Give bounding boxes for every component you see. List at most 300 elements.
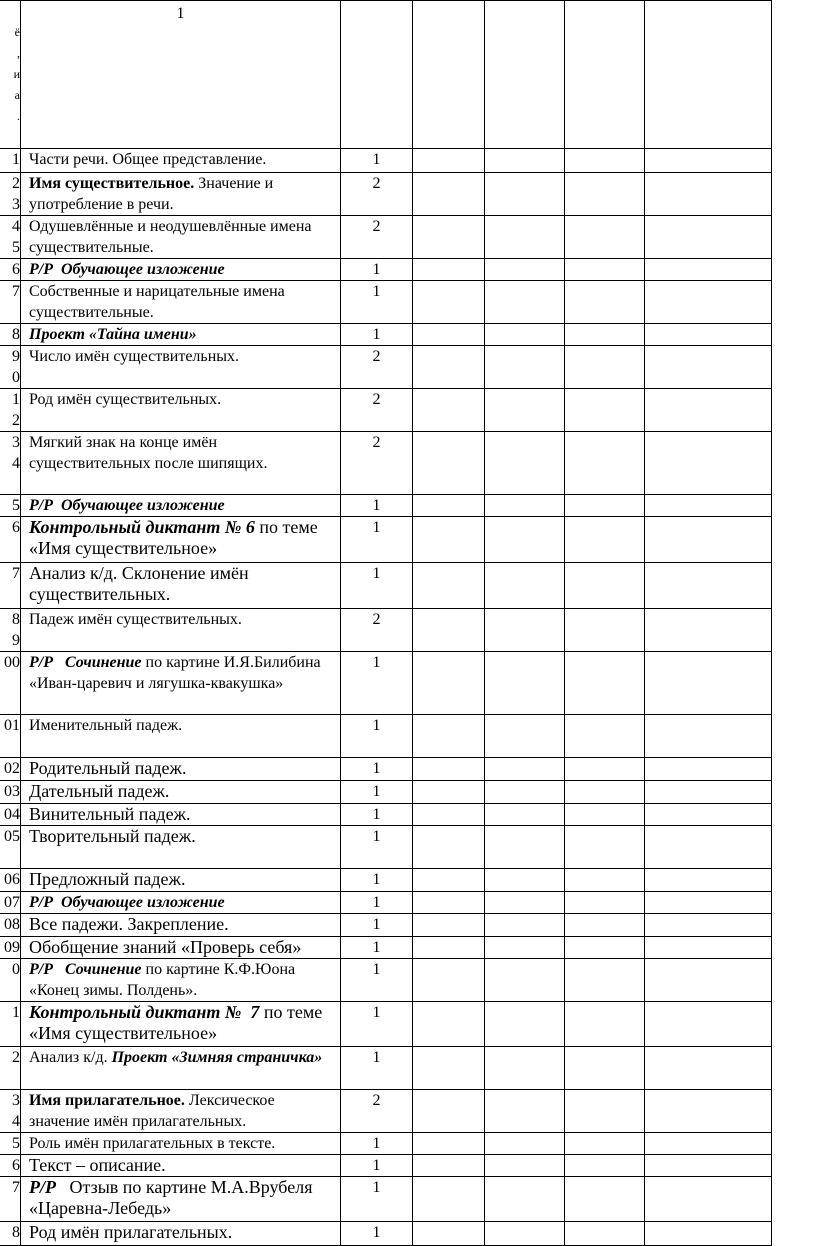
lesson-date-cell (645, 758, 772, 781)
lesson-date-cell (645, 715, 772, 758)
lesson-hours-cell (341, 914, 413, 937)
lesson-date-cell (413, 432, 485, 495)
table-row (0, 1002, 772, 1047)
lesson-hours-cell (341, 1090, 413, 1133)
lesson-date-cell (565, 781, 645, 804)
lesson-number-cell (0, 652, 21, 715)
lesson-date-cell (413, 937, 485, 959)
table-row (0, 1222, 772, 1246)
lesson-date-cell (413, 324, 485, 346)
lesson-hours-cell (341, 1002, 413, 1047)
lesson-topic-cell (21, 1177, 341, 1222)
table-row (0, 1177, 772, 1222)
lesson-date-cell (485, 1047, 565, 1090)
table-row (0, 259, 772, 281)
table-row (0, 892, 772, 914)
lesson-number-cell (0, 1155, 21, 1177)
lesson-date-cell (565, 1090, 645, 1133)
lesson-number: 08 (4, 916, 20, 933)
lesson-date-cell (413, 517, 485, 563)
lesson-number-cell (0, 1222, 21, 1246)
lesson-date-cell (645, 216, 772, 259)
lesson-number-cell (0, 914, 21, 937)
lesson-date-cell (413, 495, 485, 517)
lesson-topic-emphasis: Р/Р Обучающее изложение (29, 261, 225, 278)
header-number-text: ё , и а . (13, 25, 20, 123)
lesson-date-cell (565, 652, 645, 715)
lesson-number: 3 4 (12, 434, 20, 472)
lesson-hours-cell (341, 259, 413, 281)
lesson-date-cell (485, 914, 565, 937)
lesson-hours: 1 (372, 806, 381, 823)
lesson-hours-cell (341, 495, 413, 517)
lesson-number-cell (0, 1133, 21, 1155)
lesson-number: 8 (12, 1224, 20, 1241)
lesson-hours-cell (341, 781, 413, 804)
lesson-topic-text: Роль имён прилагательных в тексте. (29, 1135, 276, 1152)
lesson-date-cell (565, 1133, 645, 1155)
lesson-topic-text: Отзыв по картине М.А.Врубеля «Царевна-Лебедь» (29, 1177, 317, 1218)
lesson-number: 3 4 (12, 1092, 20, 1130)
lesson-date-cell (413, 826, 485, 869)
lesson-number: 05 (4, 828, 20, 845)
lesson-date-cell (485, 517, 565, 563)
lesson-hours-cell (341, 652, 413, 715)
lesson-date-cell (413, 1002, 485, 1047)
lesson-topic-emphasis: Контрольный диктант № 6 (29, 517, 255, 537)
table-row (0, 563, 772, 609)
lesson-hours: 1 (372, 828, 381, 845)
lesson-topic-cell (21, 1222, 341, 1246)
lesson-topic-text: Обобщение знаний «Проверь себя» (29, 937, 302, 957)
lesson-hours: 1 (372, 261, 381, 278)
table-row (0, 216, 772, 259)
lesson-topic-cell (21, 1155, 341, 1177)
lesson-topic-cell (21, 1090, 341, 1133)
lesson-hours: 2 (372, 348, 381, 365)
lesson-hours-cell (341, 1222, 413, 1246)
lesson-number: 6 (12, 519, 20, 536)
lesson-date-cell (645, 1177, 772, 1222)
lesson-hours-cell (341, 389, 413, 432)
lesson-number: 01 (4, 717, 20, 734)
lesson-hours: 1 (372, 894, 381, 911)
lesson-hours: 1 (372, 519, 381, 536)
lesson-date-cell (645, 781, 772, 804)
lesson-hours: 2 (372, 218, 381, 235)
lesson-number: 2 (12, 1049, 20, 1066)
lesson-hours: 1 (372, 326, 381, 343)
lesson-hours: 1 (372, 1179, 381, 1196)
lesson-date-cell (645, 495, 772, 517)
lesson-number-cell (0, 1047, 21, 1090)
table-row (0, 758, 772, 781)
table-row (0, 281, 772, 324)
lesson-date-cell (645, 259, 772, 281)
lesson-number-cell (0, 758, 21, 781)
lesson-number-cell (0, 781, 21, 804)
lesson-date-cell (485, 1133, 565, 1155)
lesson-date-cell (565, 892, 645, 914)
lesson-number: 2 3 (12, 175, 20, 213)
lesson-date-cell (485, 149, 565, 173)
lesson-number: 07 (4, 894, 20, 911)
lesson-date-cell (645, 563, 772, 609)
lesson-hours-cell (341, 432, 413, 495)
lesson-date-cell (565, 216, 645, 259)
lesson-date-cell (485, 563, 565, 609)
lesson-date-cell (565, 259, 645, 281)
lesson-date-cell (485, 173, 565, 216)
lesson-number-cell (0, 563, 21, 609)
table-row (0, 804, 772, 826)
lesson-hours-cell (341, 1047, 413, 1090)
lesson-topic-text: Дательный падеж. (29, 781, 170, 801)
lesson-topic-cell (21, 216, 341, 259)
lesson-date-cell (645, 869, 772, 892)
lesson-topic-cell (21, 346, 341, 389)
lesson-date-cell (645, 914, 772, 937)
lesson-number: 1 (12, 151, 20, 168)
lesson-date-cell (645, 804, 772, 826)
lesson-number: 7 (12, 283, 20, 300)
lesson-number-cell (0, 173, 21, 216)
lesson-hours-cell (341, 959, 413, 1002)
lesson-hours: 2 (372, 434, 381, 451)
lesson-hours: 1 (372, 1157, 381, 1174)
table-row (0, 432, 772, 495)
lesson-date-cell (645, 1047, 772, 1090)
lesson-hours: 2 (372, 175, 381, 192)
lesson-date-cell (565, 346, 645, 389)
lesson-hours: 1 (372, 717, 381, 734)
lesson-date-cell (485, 652, 565, 715)
lesson-hours-cell (341, 563, 413, 609)
lesson-date-cell (645, 1002, 772, 1047)
lesson-hours: 1 (372, 654, 381, 671)
lesson-topic-cell (21, 781, 341, 804)
lesson-date-cell (645, 1133, 772, 1155)
lesson-topic-text: по теме «Имя существительное» (29, 517, 323, 558)
lesson-date-cell (413, 281, 485, 324)
lesson-date-cell (645, 1155, 772, 1177)
lesson-hours: 1 (372, 1224, 381, 1241)
lesson-date-cell (413, 173, 485, 216)
lesson-topic-cell (21, 563, 341, 609)
lesson-topic-text: Лексическое значение имён прилагательных. (29, 1092, 279, 1130)
lesson-hours-cell (341, 826, 413, 869)
lesson-date-cell (565, 281, 645, 324)
lesson-number: 1 2 (12, 391, 20, 429)
lesson-hours: 1 (372, 939, 381, 956)
lesson-number-cell (0, 1090, 21, 1133)
lesson-date-cell (413, 1090, 485, 1133)
lesson-date-cell (565, 173, 645, 216)
lesson-date-cell (485, 1090, 565, 1133)
table-row (0, 1133, 772, 1155)
lesson-number-cell (0, 804, 21, 826)
lesson-number: 8 9 (12, 611, 20, 649)
lesson-date-cell (485, 495, 565, 517)
lesson-topic-cell (21, 758, 341, 781)
lesson-number-cell (0, 715, 21, 758)
header-empty-cell (565, 1, 645, 149)
lesson-date-cell (413, 149, 485, 173)
lesson-date-cell (485, 259, 565, 281)
lesson-date-cell (413, 869, 485, 892)
lesson-date-cell (413, 959, 485, 1002)
table-row (0, 1047, 772, 1090)
lesson-date-cell (565, 389, 645, 432)
lesson-date-cell (565, 324, 645, 346)
lesson-hours: 1 (372, 916, 381, 933)
table-row (0, 173, 772, 216)
lesson-topic-cell (21, 609, 341, 652)
lesson-date-cell (565, 1177, 645, 1222)
lesson-topic-cell (21, 804, 341, 826)
lesson-topic-text: Одушевлённые и неодушевлённые имена существительные. (29, 218, 316, 256)
lesson-date-cell (645, 959, 772, 1002)
lesson-number-cell (0, 517, 21, 563)
lesson-number-cell (0, 324, 21, 346)
lesson-date-cell (565, 609, 645, 652)
lesson-number-cell (0, 892, 21, 914)
lesson-number-cell (0, 1177, 21, 1222)
lesson-date-cell (413, 1222, 485, 1246)
header-empty-cell (485, 1, 565, 149)
lesson-topic-text: Анализ к/д. (29, 1049, 112, 1066)
lesson-topic-text: Мягкий знак на конце имён существительных после шипящих. (29, 434, 268, 472)
lesson-date-cell (485, 715, 565, 758)
lesson-date-cell (645, 173, 772, 216)
lesson-date-cell (645, 324, 772, 346)
lesson-number-cell (0, 432, 21, 495)
lesson-number-cell (0, 346, 21, 389)
lesson-date-cell (565, 563, 645, 609)
lesson-topic-text: по картине И.Я.Билибина «Иван-царевич и лягушка-квакушка» (29, 654, 325, 692)
table-header-row (0, 1, 772, 149)
lesson-topic-cell (21, 173, 341, 216)
lesson-number: 03 (4, 783, 20, 800)
lesson-date-cell (565, 826, 645, 869)
lesson-hours: 1 (372, 497, 381, 514)
lesson-hours: 1 (372, 565, 381, 582)
lesson-topic-cell (21, 652, 341, 715)
lesson-number-cell (0, 216, 21, 259)
table-row (0, 517, 772, 563)
table-row (0, 937, 772, 959)
lesson-topic-cell (21, 432, 341, 495)
lesson-topic-text: по картине К.Ф.Юона «Конец зимы. Полдень». (29, 961, 300, 999)
lesson-number-cell (0, 869, 21, 892)
lesson-number: 7 (12, 1179, 20, 1196)
lesson-date-cell (485, 609, 565, 652)
lesson-date-cell (565, 869, 645, 892)
lesson-date-cell (565, 1047, 645, 1090)
lesson-topic-text: Значение и употребление в речи. (29, 175, 278, 213)
lesson-hours-cell (341, 149, 413, 173)
lesson-date-cell (565, 1002, 645, 1047)
lesson-number: 02 (4, 760, 20, 777)
table-row (0, 495, 772, 517)
lesson-date-cell (565, 517, 645, 563)
lesson-topic-emphasis: Р/Р Обучающее изложение (29, 894, 225, 911)
lesson-date-cell (645, 892, 772, 914)
lesson-hours-cell (341, 281, 413, 324)
lesson-topic-cell (21, 959, 341, 1002)
lesson-number-cell (0, 959, 21, 1002)
lesson-topic-text: Род имён существительных. (29, 391, 222, 408)
lesson-date-cell (645, 652, 772, 715)
lesson-hours-cell (341, 173, 413, 216)
lesson-number-cell (0, 826, 21, 869)
lesson-date-cell (413, 1133, 485, 1155)
lesson-date-cell (565, 914, 645, 937)
lesson-topic-text: Части речи. Общее представление. (29, 151, 267, 168)
lesson-number: 06 (4, 871, 20, 888)
lesson-date-cell (485, 959, 565, 1002)
lesson-date-cell (645, 149, 772, 173)
lesson-hours: 1 (372, 1135, 381, 1152)
lesson-date-cell (565, 715, 645, 758)
lesson-topic-emphasis: Имя прилагательное. (29, 1092, 185, 1109)
table-row (0, 346, 772, 389)
table-row (0, 389, 772, 432)
lesson-date-cell (413, 1047, 485, 1090)
header-empty-cell (413, 1, 485, 149)
lesson-date-cell (485, 389, 565, 432)
lesson-date-cell (413, 259, 485, 281)
table-row (0, 652, 772, 715)
lesson-date-cell (413, 346, 485, 389)
lesson-number: 9 0 (12, 348, 20, 386)
lesson-date-cell (565, 937, 645, 959)
lesson-date-cell (485, 826, 565, 869)
table-row (0, 869, 772, 892)
lesson-date-cell (413, 652, 485, 715)
lesson-number-cell (0, 937, 21, 959)
table-row (0, 914, 772, 937)
lesson-topic-cell (21, 715, 341, 758)
lesson-topic-text: Родительный падеж. (29, 758, 187, 778)
lesson-topic-emphasis: Р/Р Обучающее изложение (29, 497, 225, 514)
lesson-hours: 1 (372, 760, 381, 777)
lesson-number-cell (0, 259, 21, 281)
lesson-hours-cell (341, 1177, 413, 1222)
lesson-topic-cell (21, 259, 341, 281)
lesson-hours-cell (341, 892, 413, 914)
lesson-hours: 2 (372, 611, 381, 628)
lesson-date-cell (485, 432, 565, 495)
lesson-number: 8 (12, 326, 20, 343)
lesson-date-cell (645, 517, 772, 563)
lesson-date-cell (485, 781, 565, 804)
lesson-date-cell (565, 959, 645, 1002)
lesson-date-cell (413, 914, 485, 937)
lesson-date-cell (485, 869, 565, 892)
lesson-hours: 2 (372, 391, 381, 408)
lesson-topic-cell (21, 1002, 341, 1047)
lesson-topic-text: Предложный падеж. (29, 869, 186, 889)
lesson-date-cell (485, 346, 565, 389)
header-empty-cell (341, 1, 413, 149)
lesson-topic-text: Творительный падеж. (29, 826, 196, 846)
lesson-date-cell (485, 281, 565, 324)
lesson-number: 09 (4, 939, 20, 956)
lesson-topic-cell (21, 495, 341, 517)
header-empty-cell (645, 1, 772, 149)
lesson-date-cell (565, 149, 645, 173)
lesson-hours-cell (341, 324, 413, 346)
lesson-hours-cell (341, 1155, 413, 1177)
table-row (0, 149, 772, 173)
lesson-topic-cell (21, 149, 341, 173)
lesson-number: 00 (4, 654, 20, 671)
lesson-date-cell (413, 563, 485, 609)
lesson-topic-text: по теме «Имя существительное» (29, 1002, 327, 1043)
lesson-date-cell (413, 804, 485, 826)
header-topic-text: 1 (176, 5, 185, 22)
lesson-number-cell (0, 149, 21, 173)
lesson-topic-cell (21, 914, 341, 937)
lesson-hours-cell (341, 517, 413, 563)
lesson-topic-cell (21, 324, 341, 346)
header-number-cell (0, 1, 21, 149)
lesson-date-cell (413, 389, 485, 432)
lesson-number: 6 (12, 261, 20, 278)
lesson-number-cell (0, 495, 21, 517)
lesson-hours-cell (341, 937, 413, 959)
lesson-date-cell (485, 1155, 565, 1177)
lesson-number: 1 (12, 1004, 20, 1021)
lesson-date-cell (565, 1155, 645, 1177)
lesson-topic-emphasis: Проект «Тайна имени» (29, 326, 197, 343)
lesson-hours: 1 (372, 283, 381, 300)
lesson-hours: 1 (372, 1004, 381, 1021)
lesson-date-cell (645, 389, 772, 432)
lesson-topic-emphasis: Р/Р (29, 1177, 56, 1197)
lesson-date-cell (413, 758, 485, 781)
lesson-topic-text: Именительный падеж. (29, 717, 183, 734)
lesson-number: 5 (12, 497, 20, 514)
lesson-hours-cell (341, 609, 413, 652)
lesson-date-cell (485, 1177, 565, 1222)
lesson-date-cell (485, 324, 565, 346)
table-row (0, 959, 772, 1002)
lesson-topic-cell (21, 1047, 341, 1090)
lesson-hours-cell (341, 346, 413, 389)
lesson-date-cell (565, 804, 645, 826)
lesson-date-cell (485, 1002, 565, 1047)
lesson-date-cell (413, 216, 485, 259)
lesson-hours-cell (341, 869, 413, 892)
lesson-number: 4 5 (12, 218, 20, 256)
lesson-date-cell (485, 758, 565, 781)
lesson-number: 5 (12, 1135, 20, 1152)
lesson-topic-cell (21, 389, 341, 432)
lesson-hours-cell (341, 216, 413, 259)
lesson-topic-text: Все падежи. Закрепление. (29, 914, 229, 934)
lesson-date-cell (413, 715, 485, 758)
lesson-topic-text: Собственные и нарицательные имена существительные. (29, 283, 289, 321)
lesson-hours-cell (341, 715, 413, 758)
lesson-date-cell (565, 1222, 645, 1246)
lesson-topic-text: Род имён прилагательных. (29, 1222, 233, 1242)
lesson-hours: 1 (372, 151, 381, 168)
lesson-topic-emphasis: Контрольный диктант № 7 (29, 1002, 260, 1022)
lesson-topic-emphasis: Проект «Зимняя страничка» (111, 1049, 323, 1066)
table-row (0, 781, 772, 804)
